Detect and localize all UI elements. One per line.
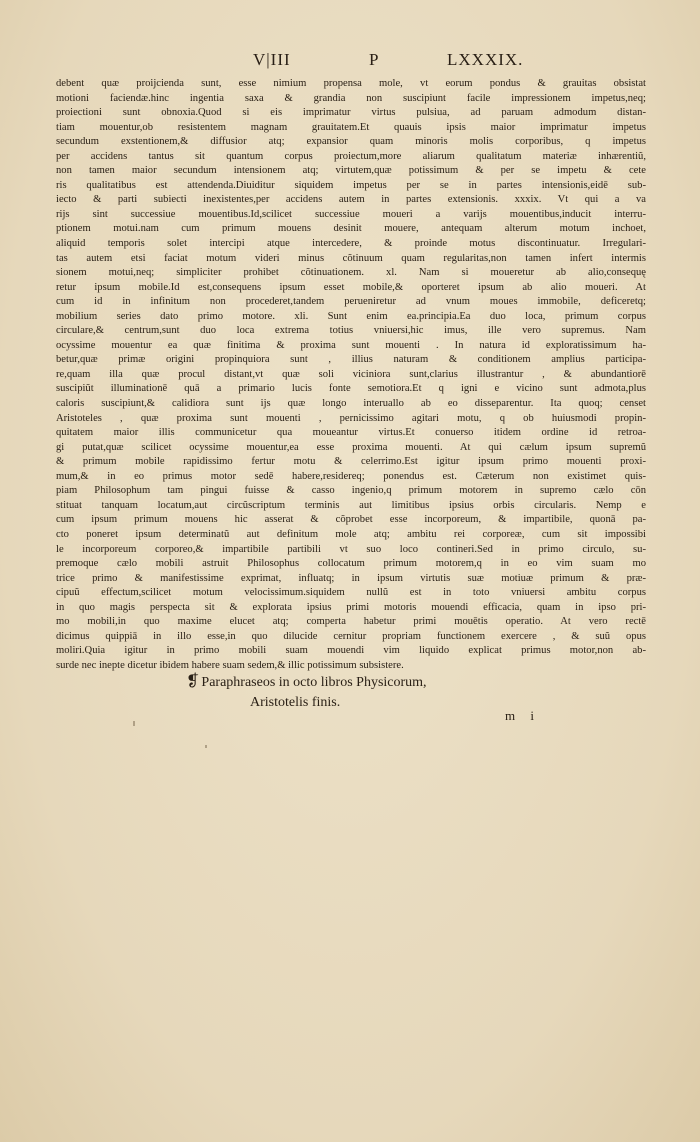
body-text-block [56,77,646,673]
text-line: non tamen maior secundum intensionem atq; virtutem,quæ potissimum & per se impetu & cete [56,165,646,177]
running-header [0,50,700,74]
text-line: stituat tanquam locatum,aut circũscriptum terminis aut limitibus ipsius orbis circularis. Nemp e [56,499,646,511]
text-line: surde nec inepte dicetur ibidem habere suam sedem,& illic potissimum subsistere. [56,659,404,671]
text-line: gi putat,quæ scilicet ocyssime mouentur,ea esse proxima mouenti. At qui cælum ipsum supremũ [56,441,646,453]
text-line: mobilium series dato primo motore. xli. Sunt enim ea.principia.Ea duo loca, primum corpus [56,310,646,322]
text-line: in quo magis perspecta sit & explorata ipsius primi motoris mouendi efficacia, quam in ipso pri- [56,601,646,613]
header-signature: V|III [253,50,291,69]
text-line: secundum exstentionem,& diffusior atq; expansior quam minoris molis corporibus, q impetus [56,136,646,148]
text-line: dicimus quippiā in illo esse,in quo dilucide cernitur propriam functionem exercere , & suũ opus [56,630,646,642]
text-line: motioni faciendæ.hinc ingentia saxa & grandia non suscipiunt facile impressionem impetus,neq; [56,92,646,104]
text-line: iecto & parti subiecti inexistentes,per accidens autem in partes extensionis. xxxix. Vt qui a va [56,194,646,206]
text-line: per accidens tantus sit quantum corpus proiectum,more aliarum qualitatum materiæ inhærentiũ, [56,150,646,162]
header-section-letter: P [369,50,380,69]
text-line: cum ipsum primum mouens hic asserat & cõprobet esse incorporeum, & impartibile, quonā pa- [56,514,646,526]
text-line: premoque cælo mobili astruit Philosophus collocatum primum motorem,q in eo vim suam mo [56,558,646,570]
text-line: mo mobili,in quo maxime elucet atq; comperta habetur primi mouētis operatio. At vero rectē [56,616,646,628]
text-line: le incorporeum corporeo,& impartibile partibili vt suo loco contineri.Sed in primo circulo, su- [56,543,646,555]
text-line: cum id in infinitum non procederet,tandem perueniretur ad vnum moues immobile, deficeretq; [56,296,646,308]
text-line: quitatem maior illis communicetur qua moueantur virtus.Et conuerso itidem ordine id retroa- [56,427,646,439]
text-line: circulare,& centrum,sunt duo loca extrema totius vniuersi,hic imus, ille vero supremus. Nam [56,325,646,337]
text-line: betur,quæ primæ origini propinquiora sunt , illius naturam & conditionem amplius participa- [56,354,646,366]
gathering-signature: m i [505,708,540,723]
text-line: moliri.Quia igitur in primo mobili suam mouendi vim liquido explicat primus motor,non ab- [56,645,646,657]
colophon-line-2: Aristotelis finis. [250,695,341,710]
colophon-line-1: Paraphraseos in octo libros Physicorum, [201,675,427,690]
pilcrow-mark: ❡ [186,673,200,690]
text-line: mum,& in eo primus motor sedē habere,residereq; ponendus est. Cæterum non existimet quis- [56,470,646,482]
text-line: tiam mouentur,ob resistentem magnam grauitatem.Et quauis ipsis maior imprimatur impetus [56,121,646,133]
colophon [186,672,427,713]
paper-fleck [205,745,207,748]
text-line: suscipiũt illuminationē quā a primario lucis fonte semotiora.Et q igni e vicino sunt admota,plus [56,383,646,395]
paper-fleck [133,721,135,726]
text-line: trice primo & manifestissime exprimat, influatq; in ipsum virtutis suæ motiuæ primum & præ- [56,572,646,584]
text-line: & primum mobile rapidissimo fertur motu & celerrimo.Est igitur ipsum primo mouenti proxi- [56,456,646,468]
folio-number: LXXXIX. [447,50,524,69]
text-line: caloris suscipiunt,& calidiora sunt ijs quæ longo interuallo ab eo disseparentur. Ita quoq; censet [56,398,646,410]
text-line: Aristoteles , quæ proxima sunt mouenti , pernicissimo agitari motu, q ob huiusmodi propin- [56,412,646,424]
text-line: re,quam illa quæ procul distant,vt quæ soli viciniora sunt,clarius illustrantur , & abundantiorē [56,368,646,380]
text-line: debent quæ proijcienda sunt, esse nimium propensa mole, vt eorum pondus & grauitas obsistat [56,78,646,89]
text-line: ocyssime mouentur ea quæ finitima & proxima sunt mouenti . In natura id exploratissimum ha- [56,339,646,351]
text-line: cto poneret ipsum determinatũ aut definitum mole atq; ambitu rei corporeæ, cum sit impossibi [56,528,646,540]
text-line: aliquid temporis solet intercipi atque intercedere, & proinde motus discontinuatur. Irregulari- [56,238,646,250]
text-line: ptionem motui.nam cum primum mouens desinit mouere, antequam alterum motum inchoet, [56,223,646,235]
text-line: retur ipsum mobile.Id est,consequens ipsum esset mobile,& oporteret ipsum ab alio moueri. At [56,281,646,293]
text-line: sionem motui,neq; simpliciter prohibet cõtinuationem. xl. Nam si moueretur ab alio,consequę [56,267,646,279]
text-line: ris qualitatibus est attendenda.Diuiditur siquidem impetus per se in partes intensionis,eidē sub- [56,179,646,191]
text-line: proiectioni sunt obnoxia.Quod si eis imprimatur virtus pulsiua, ad paruam admodum distan- [56,107,646,119]
text-line: rijs sint successiue mouentibus.Id,scilicet successiue moueri a varijs mouentibus,inducit interru- [56,208,646,220]
text-line: piam Philosophum tam pingui fuisse & casso ingenio,q primum motorem in supremo cælo cōn [56,485,646,497]
text-line: tas autem etsi faciat motum videri minus cõtinuum quam regularitas,non tamen infert intermis [56,252,646,264]
text-line: cipuũ effectum,scilicet motum velocissimum.siquidem nullũ est in toto vniuersi ambitu corpus [56,587,646,599]
